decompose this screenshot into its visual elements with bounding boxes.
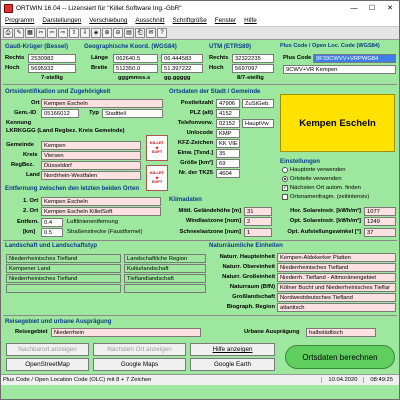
help-icon[interactable]: ? [157, 28, 167, 38]
option-hauptorte[interactable]: Hauptorte verwenden [282, 167, 345, 173]
ort2-label: 2. Ort [23, 208, 39, 214]
plz-label: Postleitzahl [180, 100, 213, 106]
current-place-display: Kempen Escheln [280, 94, 395, 152]
naturraum-section-title: Naturräumliche Einheiten [209, 242, 283, 249]
winkel-field[interactable]: 37 [364, 228, 396, 237]
window-title: ORTWIN 16.04 -- Lizensiert für "Killet Software Ing.-GbR" [16, 4, 182, 12]
radio-icon[interactable] [282, 167, 288, 173]
naturraum-label-5: Großlandschaft [232, 294, 275, 300]
grid-icon[interactable]: ▦ [25, 28, 35, 38]
copy-icon[interactable]: ⎗ [135, 28, 145, 38]
naturraum-value-4[interactable]: Kölner Bucht und Niederrheinisches Tieflar [277, 283, 396, 292]
landschaft-type-4[interactable] [124, 284, 206, 293]
klima-section-title: Klimadaten [169, 196, 202, 203]
landschaft-section-title: Landschaft und Landschaftstyp [5, 242, 98, 249]
naturraum-label-6: Biograph. Region [226, 304, 275, 310]
geo-section-title: Geographische Koord. (WGS84) [84, 43, 177, 50]
geo-fmt-dms-label: gggmmss.s [118, 75, 151, 81]
geo-breite-deg-field[interactable]: 51.397222 [161, 64, 203, 73]
status-bar [1, 374, 399, 385]
gk-section-title: Gauß-Krüger (Bessel) [5, 43, 68, 50]
option-naechster-ort[interactable]: ✓ Nächsten Ort autom. finden [283, 185, 361, 191]
menu-verschiebung[interactable]: Verschiebung [89, 17, 128, 24]
checkbox-icon[interactable] [282, 194, 288, 200]
strasse-field[interactable]: 0.5 [41, 228, 63, 237]
utm-rechts-field[interactable]: 32322235 [232, 54, 274, 63]
pluscode-field[interactable]: 9F39CWVV+VRPWG84 [313, 54, 396, 63]
divider [3, 84, 397, 85]
kfz-field[interactable]: KK VIE [216, 139, 240, 148]
geo-laenge-label: Länge [91, 55, 109, 61]
menu-ausschnitt[interactable]: Ausschnitt [135, 17, 165, 24]
urban-field[interactable]: halbstädtisch [306, 328, 376, 337]
geo-breite-dms-field[interactable]: 512350.0 [113, 64, 158, 73]
gk-stellig-label: 7-stellig [41, 75, 63, 81]
edit-icon[interactable]: ✎ [14, 28, 24, 38]
groesse-field[interactable]: 69 [216, 159, 240, 168]
reisegebiet-label: Reisegebiet [15, 329, 48, 335]
minimize-button[interactable]: — [350, 4, 358, 12]
naturraum-value-3[interactable]: Niederrh. Tiefland - Altmoränengebiet [277, 273, 396, 282]
utm-hoch-label: Hoch [209, 65, 224, 71]
einw-field[interactable]: 35 [216, 149, 240, 158]
tel-extra-field[interactable]: HauptVw. [242, 119, 274, 128]
reisegebiet-field[interactable]: Niederrhein [51, 328, 201, 337]
gk-rechts-field[interactable]: 2530982 [28, 54, 76, 63]
ortsid-section-title: Ortsidentifikation und Zugehörigkeit [5, 88, 111, 95]
geo-laenge-deg-field[interactable]: 06.444583 [161, 54, 203, 63]
gelaende-label: Mittl. Geländehöhe [m] [178, 208, 241, 214]
kreis-field[interactable]: Viersen [41, 151, 141, 160]
entfernung-section-title: Entfernung zwischen den letzten beiden Orten [5, 185, 140, 192]
pluscode-section-title: Plus Code / Open Loc. Code (WGS84) [280, 43, 380, 49]
status-time: 08:49:25 [363, 377, 399, 383]
typ-label: Typ [89, 110, 99, 116]
utm-stellig-label: 8/7-stellig [237, 75, 264, 81]
solar-label: Hor. Solareinstr. [kWh/m²] [290, 208, 361, 214]
km-label: [km] [23, 229, 36, 235]
maximize-button[interactable]: ☐ [368, 5, 376, 12]
close-button[interactable]: ✕ [387, 5, 393, 12]
ortsdaten-section-title: Ortsdaten der Stadt / Gemeinde [169, 88, 261, 95]
status-date: 10.04.2020 [321, 377, 363, 383]
killet-logo-icon: KILLET ★ SOFT [146, 135, 168, 161]
gk-rechts-label: Rechts [5, 55, 25, 61]
target-icon[interactable]: ◈ [91, 28, 101, 38]
strasse-label: Straßenstrecke (Faustformel) [67, 229, 143, 235]
ort1-field[interactable]: Kempen Escheln [41, 197, 161, 206]
naturraum-value-2[interactable]: Niederrheinisches Tiefland [277, 263, 396, 272]
title-bar [1, 1, 399, 15]
gelaende-field[interactable]: 31 [244, 207, 272, 216]
schnee-field[interactable]: 1 [244, 228, 272, 237]
landschaft-type-3[interactable]: Tieflandlandschaft [124, 274, 206, 283]
reise-section-title: Reisegebiet und urbane Ausprägung [5, 318, 112, 325]
nachbarort-button[interactable]: Nachbarort anzeigen [6, 343, 89, 356]
luftlinie-label: Luftlinienentfernung [67, 219, 118, 225]
zoom-out-icon[interactable]: ⊖ [113, 28, 123, 38]
landschaft-name-4[interactable] [6, 284, 121, 293]
menu-bar [1, 15, 399, 27]
regbez-label: RegBez. [11, 162, 34, 168]
kreis-label: Kreis [23, 152, 38, 158]
solar-field[interactable]: 1077 [364, 207, 396, 216]
geo-fmt-deg-label: gg.ggggg [164, 75, 191, 81]
plz-field[interactable]: 47906 [216, 99, 240, 108]
list-icon[interactable]: ▤ [124, 28, 134, 38]
tk25-field[interactable]: 4604 [216, 169, 240, 178]
ort-field[interactable]: Kempen Escheln [41, 99, 163, 108]
gemeinde-field[interactable]: Kempen [41, 141, 141, 150]
menu-fenster[interactable]: Fenster [214, 17, 237, 24]
einstellungen-section-title: Einstellungen [280, 158, 320, 165]
zoom-in-icon[interactable]: ⊕ [102, 28, 112, 38]
menu-schriftgroesse[interactable]: Schriftgröße [172, 17, 207, 24]
menu-hilfe[interactable]: Hilfe [244, 17, 257, 24]
naturraum-value-5[interactable]: Nordwestdeutsches Tiefland [277, 293, 396, 302]
luftlinie-field[interactable]: 0.4 [41, 218, 63, 227]
hilfe-button[interactable]: Hilfe anzeigen [190, 343, 275, 356]
naturraum-label-3: Naturr. Großeinheit [222, 274, 275, 280]
tk25-label: Nr. der TK25 [178, 170, 213, 176]
menu-programm[interactable]: Programm [5, 17, 35, 24]
einw-label: Einw. [Tsnd.] [177, 150, 213, 156]
wind-field[interactable]: 2 [244, 217, 272, 226]
ort-label: Ort [31, 100, 40, 106]
mail-icon[interactable]: ✉ [146, 28, 156, 38]
naturraum-label-2: Naturr. Obereinheit [222, 264, 275, 270]
kennung-label: Kennung [6, 120, 32, 126]
kfz-label: KFZ-Zeichen [177, 140, 213, 146]
pluscode-label: Plus Code [283, 55, 312, 61]
cut-icon[interactable]: ✂ [36, 28, 46, 38]
plzalt-label: PLZ (alt) [189, 110, 213, 116]
status-text: Plus Code / Open Location Code (OLC) mit 8 + 7 Zeichen [3, 377, 152, 383]
menu-darstellungen[interactable]: Darstellungen [42, 17, 82, 24]
gemid-label: Gem.-ID [14, 110, 37, 116]
ortsdaten-berechnen-button[interactable]: Ortsdaten berechnen [285, 345, 395, 369]
unlocode-field[interactable]: KMP [216, 129, 240, 138]
landschaft-name-3[interactable]: Niederrheinisches Tiefland [6, 274, 121, 283]
geo-breite-label: Breite [91, 65, 108, 71]
landschaft-type-1[interactable]: Landschaftliche Region [124, 254, 206, 263]
arrow-right-icon[interactable]: ⇨ [58, 28, 68, 38]
utm-section-title: UTM (ETRS89) [209, 43, 251, 50]
optsolar-label: Opt. Solareinstr. [kWh/m²] [289, 218, 361, 224]
plzalt-field[interactable]: 4152 [216, 109, 240, 118]
utm-hoch-field[interactable]: 5697097 [232, 64, 274, 73]
naturraum-value-6[interactable]: atlantisch [277, 303, 396, 312]
optsolar-field[interactable]: 1249 [364, 217, 396, 226]
gk-hoch-label: Hoch [5, 65, 20, 71]
ort1-label: 1. Ort [23, 198, 39, 204]
print-icon[interactable]: ⎙ [3, 28, 13, 38]
land-field[interactable]: Nordrhein-Westfalen [41, 171, 141, 180]
google-maps-button[interactable]: Google Maps [93, 358, 186, 371]
schnee-label: Schneelastzone [num] [179, 229, 241, 235]
ort2-field[interactable]: Kempen Escheln KilletSoft [41, 207, 161, 216]
gk-hoch-field[interactable]: 5695932 [28, 64, 76, 73]
regbez-field[interactable]: Düsseldorf [41, 161, 141, 170]
arrow-up-icon[interactable]: ⇧ [69, 28, 79, 38]
naturraum-label-4: Naturraum (BfN) [229, 284, 275, 290]
typ-field[interactable]: Stadtteil [102, 109, 163, 118]
entfernung-label: Entfern. [17, 219, 39, 225]
arrow-left-icon[interactable]: ⇦ [47, 28, 57, 38]
app-icon [4, 4, 13, 13]
kennung-value: LKRKGGG (Land Regbez. Kreis Gemeinde) [6, 128, 125, 134]
naechster-ort-button[interactable]: Nächsten Ort anzeigen [93, 343, 186, 356]
option-fragment[interactable]: Ortsnamenfragm. (zeitintensiv) [282, 194, 369, 200]
naturraum-label-1: Naturr. Haupteinheit [219, 254, 275, 260]
landschaft-name-1[interactable]: Niederrheinisches Tiefland [6, 254, 121, 263]
checkbox-checked-icon[interactable]: ✓ [283, 185, 288, 191]
pluscode-short-field[interactable]: 9CWV+VR Kempen [283, 65, 396, 74]
arrow-down-icon[interactable]: ⇩ [80, 28, 90, 38]
winkel-label: Opt. Aufstellungswinkel [°] [287, 229, 361, 235]
wind-label: Windlastzone [num] [185, 218, 241, 224]
radio-selected-icon[interactable] [282, 176, 288, 182]
landschaft-name-2[interactable]: Kempener Land [6, 264, 121, 273]
tel-field[interactable]: 02152 [216, 119, 240, 128]
unlocode-label: Unlocode [186, 130, 213, 136]
urban-label: Urbane Ausprägung [244, 329, 300, 335]
utm-rechts-label: Rechts [209, 55, 229, 61]
land-label: Land [26, 172, 40, 178]
groesse-label: Größe [km²] [180, 160, 213, 166]
landschaft-type-2[interactable]: Kulturlandschaft [124, 264, 206, 273]
divider [3, 240, 397, 241]
openstreetmap-button[interactable]: OpenStreetMap [6, 358, 89, 371]
toolbar [1, 27, 399, 40]
gemid-field[interactable]: 05166012 [41, 109, 79, 118]
tel-label: Telefonvorw. [177, 120, 213, 126]
google-earth-button[interactable]: Google Earth [190, 358, 275, 371]
plz-extra-field[interactable]: ZuStGeb. [242, 99, 274, 108]
divider [3, 315, 397, 316]
killet-logo-icon: KILLET ★ SOFT [146, 165, 168, 191]
geo-laenge-dms-field[interactable]: 062640.5 [113, 54, 158, 63]
naturraum-value-1[interactable]: Kempen-Aldekerker Platten [277, 253, 396, 262]
gemeinde-label: Gemeinde [6, 142, 35, 148]
option-ortsteile[interactable]: Ortsteile verwenden [282, 176, 342, 182]
